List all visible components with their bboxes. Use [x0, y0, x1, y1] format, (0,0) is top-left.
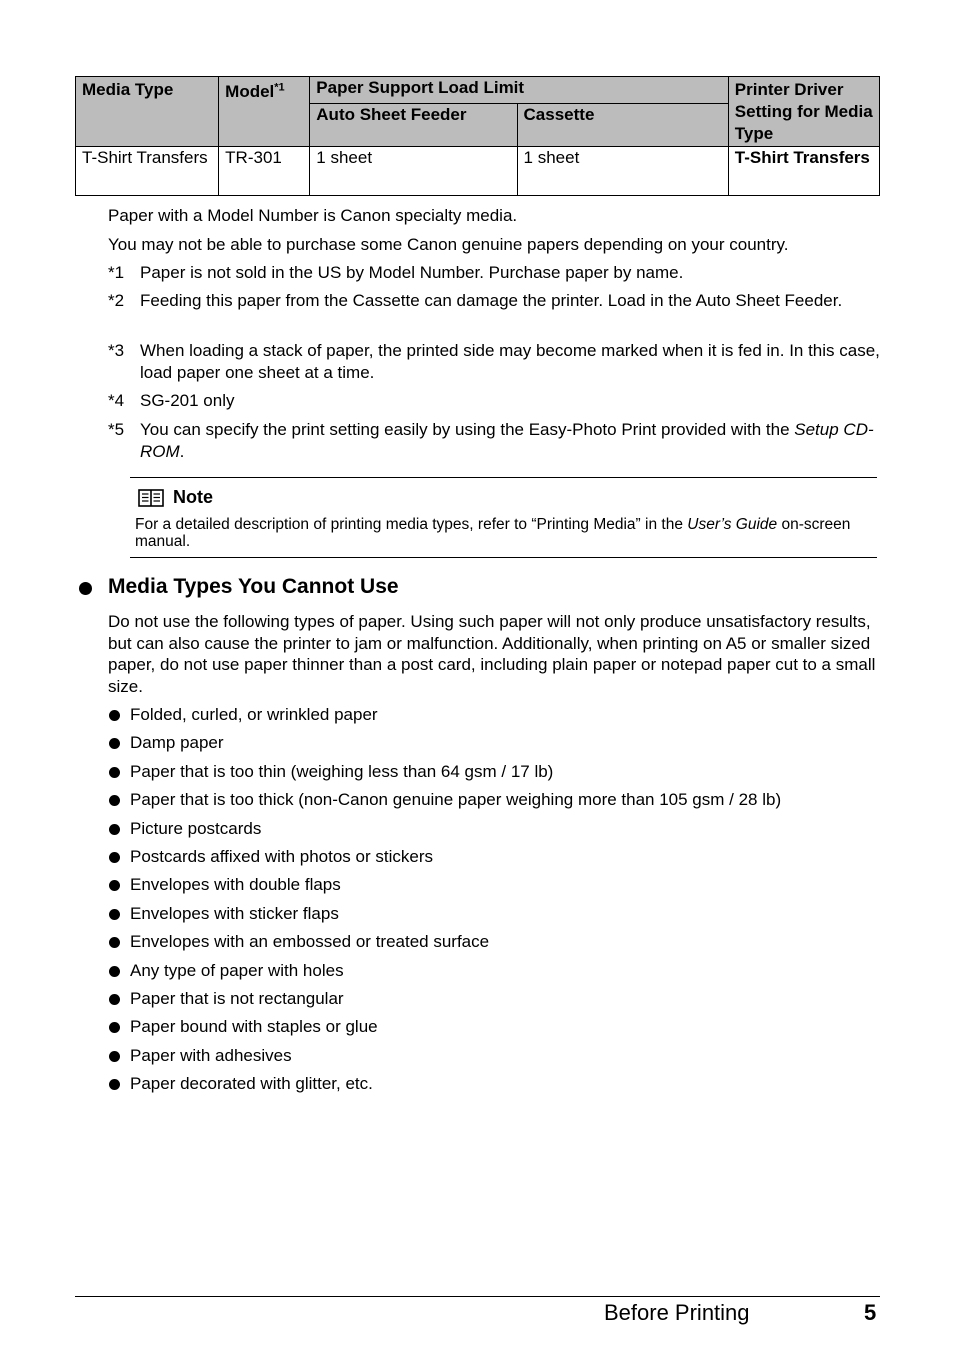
page-number: 5 [864, 1300, 877, 1325]
footnote-text: SG-201 only [140, 391, 235, 410]
header-cassette: Cassette [517, 104, 728, 147]
note-title: Note [173, 487, 213, 507]
bullet-dot [109, 966, 120, 977]
bullet-dot [109, 1051, 120, 1062]
section-title: Media Types You Cannot Use [108, 575, 399, 598]
bullet-dot [109, 710, 120, 721]
list-item: Envelopes with double flaps [130, 875, 341, 895]
footnote-text: When loading a stack of paper, the printed side may become marked when it is fed in. In this case, load paper one sheet at a time. [140, 341, 880, 382]
list-item: Paper that is not rectangular [130, 989, 344, 1008]
bullet-dot [109, 795, 120, 806]
note-bottom-rule [130, 557, 877, 558]
list-item: Any type of paper with holes [130, 960, 344, 980]
list-item: Paper decorated with glitter, etc. [130, 1074, 373, 1094]
list-item: Envelopes with an embossed or treated surface [130, 932, 490, 952]
cell-auto-sheet-feeder: 1 sheet [310, 147, 517, 196]
table-row [76, 147, 880, 196]
bullet-dot [109, 767, 120, 778]
bullet-dot [109, 994, 120, 1005]
list-item: Paper that is too thin (weighing less than 64 gsm / 17 lb) [130, 761, 554, 781]
bullet-dot [109, 738, 120, 749]
note-text: For a detailed description of printing media types, refer to “Printing Media” in the [135, 516, 683, 533]
cell-cassette: 1 sheet [517, 147, 728, 196]
bullet-dot [109, 937, 120, 948]
users-guide-title: User’s Guide [687, 516, 778, 533]
header-model-footnote-ref: *1 [274, 81, 285, 94]
header-media-type: Media Type [76, 77, 219, 147]
bullet-dot [109, 880, 120, 891]
header-auto-sheet-feeder: Auto Sheet Feeder [310, 104, 517, 147]
header-model-label: Model [225, 82, 275, 101]
list-item: Postcards affixed with photos or stickers [130, 847, 433, 866]
note-top-rule [130, 477, 877, 478]
footnote-text-part: You can specify the print setting easily by using the Easy-Photo Print provided with the [140, 420, 790, 439]
footnote-mark: *1 [108, 263, 125, 282]
list-item: Paper with adhesives [130, 1045, 292, 1065]
bullet-dot [109, 1079, 120, 1090]
footer-section-label: Before Printing [604, 1300, 750, 1325]
bullet-dot [109, 852, 120, 863]
cell-media-type: T-Shirt Transfers [76, 147, 219, 196]
bullet-dot [109, 909, 120, 920]
purchase-availability-note: You may not be able to purchase some Canon genuine papers depending on your country. [108, 235, 789, 254]
note-text-end: on-screen manual. [135, 516, 851, 550]
list-item: Envelopes with sticker flaps [130, 903, 339, 923]
list-item: Paper bound with staples or glue [130, 1017, 378, 1037]
header-model [219, 77, 310, 147]
setup-cd-rom-title: Setup CD-ROM [140, 420, 874, 461]
list-item: Paper that is too thick (non-Canon genuine paper weighing more than 105 gsm / 28 lb) [130, 790, 782, 810]
header-printer-driver: Printer Driver Setting for Media Type [728, 77, 879, 147]
bullet-dot [109, 824, 120, 835]
footnote-mark: *3 [108, 341, 125, 360]
footer-rule [75, 1296, 880, 1297]
footnote-text [140, 419, 880, 462]
footnote-text: Feeding this paper from the Cassette can damage the printer. Load in the Auto Sheet Feeder. [140, 291, 843, 310]
specialty-media-note: Paper with a Model Number is Canon specialty media. [108, 206, 518, 225]
footnote-mark: *4 [108, 391, 125, 410]
footnote-text-end: . [179, 441, 185, 461]
cell-model: TR-301 [219, 147, 310, 196]
note-body [135, 516, 877, 550]
section-intro: Do not use the following types of paper. Using such paper will not only produce unsatisfactory results, but can also cause the printer to jam or malfunction. Additionally, when printing on A5 or smaller sized paper, do not use paper thinner than a post card, including plain paper or notepad paper cut to a small size. [108, 612, 876, 696]
header-paper-support: Paper Support Load Limit [310, 77, 729, 104]
media-type-table [75, 76, 880, 196]
cell-printer-driver: T-Shirt Transfers [728, 147, 879, 196]
note-book-icon [138, 488, 164, 513]
list-item: Folded, curled, or wrinkled paper [130, 705, 378, 724]
list-item: Damp paper [130, 733, 224, 753]
bullet-dot [109, 1022, 120, 1033]
list-item: Picture postcards [130, 818, 262, 838]
footnote-mark: *2 [108, 291, 125, 310]
footnote-text: Paper is not sold in the US by Model Number. Purchase paper by name. [140, 263, 684, 282]
section-bullet [79, 582, 92, 595]
footnote-mark: *5 [108, 420, 125, 439]
